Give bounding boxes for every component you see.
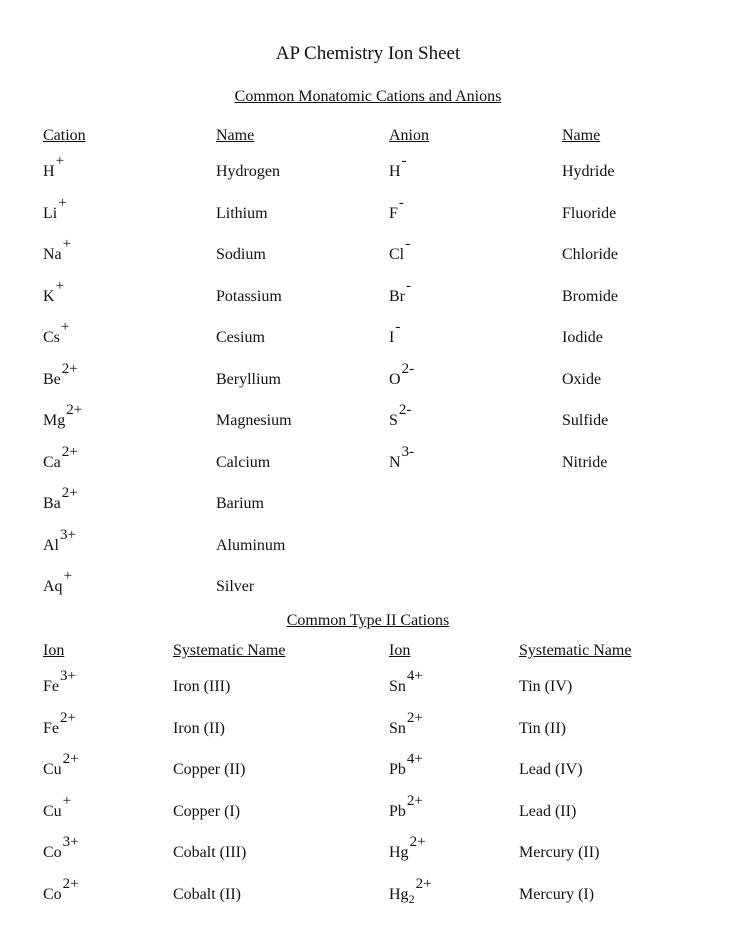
table-row-ion	[43, 709, 76, 738]
ion-charge: 3-	[401, 443, 415, 460]
table-row-name: Hydrogen	[216, 163, 280, 180]
ion-charge: -	[405, 236, 411, 252]
header-ion-left: Ion	[43, 642, 65, 659]
ion-charge: 3+	[60, 526, 76, 543]
table-row-ion	[43, 277, 65, 306]
ion-symbol: I	[389, 329, 395, 346]
ion-charge: 2+	[61, 485, 78, 501]
ion-symbol: Hg	[389, 844, 409, 861]
ion-symbol: Ba	[43, 495, 61, 512]
header-anion: Anion	[389, 127, 429, 144]
ion-charge: 2+	[61, 443, 78, 460]
ion-charge: 4+	[406, 668, 423, 684]
ion-symbol: N	[389, 453, 401, 471]
section-heading-type-ii: Common Type II Cations	[286, 612, 450, 629]
table-row-name: Lead (IV)	[519, 761, 583, 778]
ion-symbol: F	[389, 204, 398, 222]
ion-formula	[43, 668, 76, 695]
ion-charge: +	[55, 153, 65, 169]
table-row-name: Copper (II)	[173, 761, 246, 778]
ion-symbol: Be	[43, 370, 61, 388]
table-row-ion	[43, 485, 78, 513]
table-row-name: Cobalt (II)	[173, 885, 241, 903]
ion-formula	[389, 236, 411, 263]
table-row-name: Oxide	[562, 370, 602, 388]
table-row-ion	[43, 236, 72, 264]
table-row-name: Hydride	[562, 163, 615, 180]
ion-formula	[389, 443, 415, 471]
table-row-ion	[389, 194, 404, 223]
table-row-name: Mercury (II)	[519, 844, 600, 861]
table-row-ion	[389, 875, 432, 906]
ion-symbol: Co	[43, 844, 62, 861]
ion-formula	[43, 236, 72, 263]
ion-symbol: Cl	[389, 246, 405, 263]
table-row-name: Fluoride	[562, 204, 617, 222]
ion-charge: 2+	[409, 834, 426, 850]
ion-charge: 2+	[66, 402, 83, 418]
ion-symbol: Hg	[389, 885, 409, 903]
ion-symbol: H	[43, 163, 55, 180]
ion-formula	[43, 526, 76, 554]
ion-formula	[389, 751, 423, 778]
table-row-ion	[389, 751, 423, 779]
table-row-ion	[389, 443, 415, 472]
table-row-name: Iron (II)	[173, 719, 225, 737]
table-row-ion	[43, 319, 70, 347]
ion-formula	[43, 485, 78, 512]
ion-formula	[389, 834, 426, 861]
ion-formula	[43, 277, 65, 305]
table-row-ion	[43, 568, 73, 596]
ion-charge: 2+	[62, 751, 79, 767]
ion-charge: 3+	[60, 668, 76, 684]
ion-formula	[43, 402, 83, 429]
ion-formula	[389, 360, 415, 388]
ion-charge: -	[401, 153, 407, 169]
ion-formula	[43, 443, 78, 471]
ion-symbol: Na	[43, 246, 62, 263]
table-row-ion	[43, 443, 78, 472]
ion-symbol: Cs	[43, 329, 60, 346]
ion-charge: +	[60, 319, 70, 335]
table-row-name: Copper (I)	[173, 802, 241, 820]
ion-symbol: Sn	[389, 678, 406, 695]
ion-charge: 2-	[401, 360, 415, 377]
ion-charge: +	[62, 792, 72, 809]
table-row-ion	[389, 153, 407, 181]
table-row-ion	[389, 834, 426, 862]
ion-symbol: Ca	[43, 453, 61, 471]
table-row-name: Chloride	[562, 246, 618, 263]
table-row-name: Iodide	[562, 329, 603, 346]
table-row-name: Aluminum	[216, 536, 286, 554]
table-row-ion	[43, 526, 76, 555]
ion-symbol: Cu	[43, 761, 62, 778]
table-row-name: Sodium	[216, 246, 266, 263]
table-row-ion	[43, 875, 79, 904]
table-row-ion	[43, 834, 79, 862]
ion-symbol: Aq	[43, 578, 63, 595]
ion-symbol: Li	[43, 204, 58, 222]
table-row-ion	[43, 194, 67, 223]
section-heading-monatomic: Common Monatomic Cations and Anions	[234, 88, 502, 105]
table-row-name: Nitride	[562, 453, 608, 471]
ion-symbol: Br	[389, 287, 405, 305]
ion-formula	[389, 319, 401, 346]
ion-charge: 2+	[61, 360, 78, 377]
ion-formula	[389, 668, 423, 695]
ion-formula	[43, 568, 73, 595]
ion-charge: -	[398, 194, 404, 211]
ion-formula	[389, 277, 411, 305]
ion-formula	[43, 875, 79, 903]
ion-formula	[43, 834, 79, 861]
table-row-name: Barium	[216, 495, 264, 512]
ion-formula	[389, 875, 432, 906]
ion-formula	[389, 402, 412, 429]
table-row-name: Mercury (I)	[519, 885, 595, 903]
table-row-ion	[43, 153, 65, 181]
table-row-ion	[389, 668, 423, 696]
ion-symbol: Sn	[389, 719, 406, 737]
header-cation-name: Name	[216, 127, 255, 144]
ion-symbol: Fe	[43, 678, 59, 695]
ion-symbol: K	[43, 287, 55, 305]
table-row-name: Bromide	[562, 287, 618, 305]
table-row-ion	[43, 668, 76, 696]
page-title: AP Chemistry Ion Sheet	[275, 43, 461, 64]
ion-charge: 2+	[406, 792, 423, 809]
ion-formula	[43, 153, 65, 180]
ion-charge: 2+	[415, 875, 432, 892]
ion-charge: +	[62, 236, 72, 252]
ion-symbol: Pb	[389, 761, 406, 778]
ion-formula	[43, 709, 76, 737]
table-row-name: Cesium	[216, 329, 265, 346]
ion-formula	[389, 153, 407, 180]
ion-symbol: H	[389, 163, 401, 180]
table-row-ion	[389, 709, 423, 738]
header-anion-name: Name	[562, 127, 601, 144]
ion-symbol: S	[389, 412, 398, 429]
table-row-name: Tin (II)	[519, 719, 566, 737]
ion-charge: 2+	[62, 875, 79, 892]
table-row-name: Potassium	[216, 287, 282, 305]
table-row-ion	[389, 360, 415, 389]
ion-formula	[389, 709, 423, 737]
table-row-name: Cobalt (III)	[173, 844, 247, 861]
table-row-ion	[43, 751, 79, 779]
table-row-ion	[43, 792, 72, 821]
table-row-name: Silver	[216, 578, 255, 595]
table-row-ion	[389, 277, 411, 306]
table-row-name: Lead (II)	[519, 802, 577, 820]
table-row-ion	[43, 402, 83, 430]
ion-charge: 2+	[60, 709, 76, 726]
ion-symbol: Fe	[43, 719, 59, 737]
table-row-name: Tin (IV)	[519, 678, 573, 695]
ion-charge: 2-	[398, 402, 412, 418]
ion-charge: 2+	[406, 709, 423, 726]
table-row-ion	[389, 319, 401, 347]
ion-symbol: O	[389, 370, 401, 388]
ion-formula	[43, 360, 78, 388]
ion-symbol: Pb	[389, 802, 406, 820]
ion-symbol: Co	[43, 885, 62, 903]
ion-charge: -	[406, 277, 411, 294]
header-cation: Cation	[43, 127, 86, 144]
table-row-ion	[389, 402, 412, 430]
ion-symbol: Cu	[43, 802, 62, 820]
ion-formula	[43, 194, 67, 222]
header-systematic-name-right: Systematic Name	[519, 642, 632, 659]
table-row-name: Lithium	[216, 204, 268, 222]
table-row-name: Beryllium	[216, 370, 281, 388]
ion-charge: 3+	[62, 834, 79, 850]
table-row-name: Magnesium	[216, 412, 292, 429]
table-row-ion	[389, 792, 423, 821]
ion-formula	[43, 792, 72, 820]
ion-symbol: Al	[43, 536, 59, 554]
ion-charge: 4+	[406, 751, 423, 767]
ion-charge: +	[63, 568, 73, 584]
ion-subscript: 2	[408, 891, 415, 906]
ion-formula	[389, 194, 404, 222]
table-row-ion	[43, 360, 78, 389]
ion-formula	[389, 792, 423, 820]
ion-charge: -	[395, 319, 401, 335]
table-row-name: Sulfide	[562, 412, 609, 429]
ion-charge: +	[58, 194, 67, 211]
ion-charge: +	[55, 277, 65, 294]
ion-formula	[43, 751, 79, 778]
header-systematic-name-left: Systematic Name	[173, 642, 286, 659]
ion-symbol: Mg	[43, 412, 66, 429]
table-row-name: Iron (III)	[173, 678, 231, 695]
ion-formula	[43, 319, 70, 346]
table-row-ion	[389, 236, 411, 264]
table-row-name: Calcium	[216, 453, 271, 471]
header-ion-right: Ion	[389, 642, 411, 659]
